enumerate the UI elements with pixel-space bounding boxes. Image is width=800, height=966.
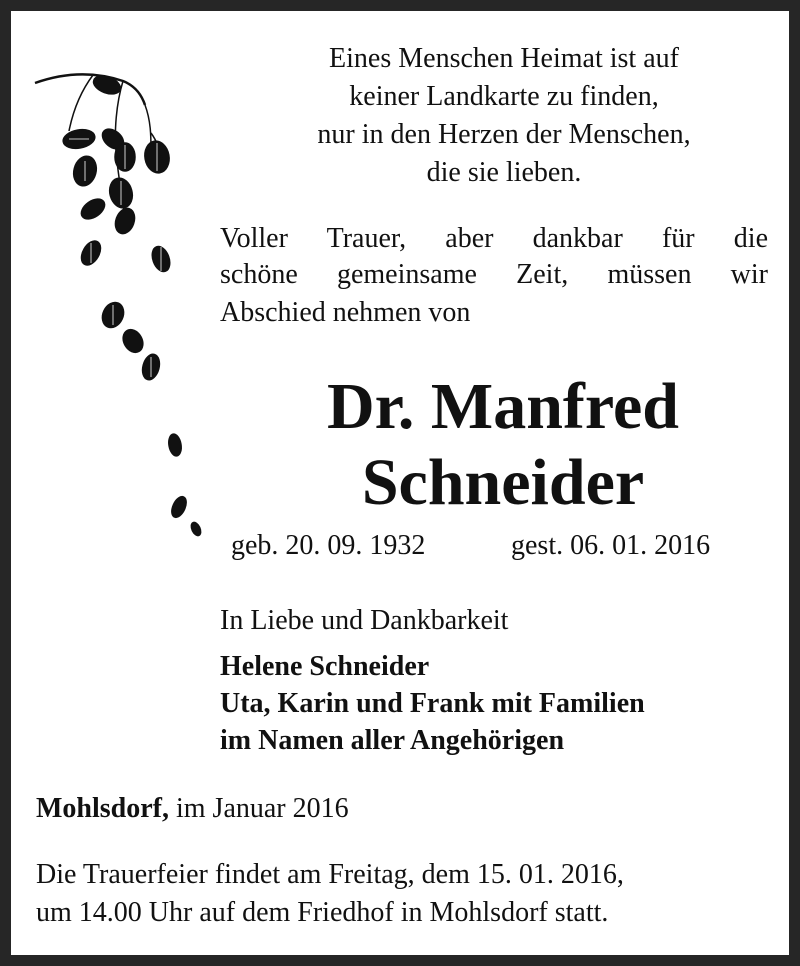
birth-date: geb. 20. 09. 1932: [231, 530, 426, 561]
quote-line: die sie lieben.: [426, 157, 582, 188]
mourner-name: im Namen aller Angehörigen: [220, 725, 565, 756]
mourners-heading: In Liebe und Dankbarkeit: [220, 605, 509, 636]
funeral-info-line: um 14.00 Uhr auf dem Friedhof in Mohlsdorf statt.: [36, 897, 609, 928]
funeral-info-line: Die Trauerfeier findet am Freitag, dem 15. 01. 2016,: [36, 859, 624, 890]
quote-line: Eines Menschen Heimat ist auf: [329, 43, 679, 74]
birch-branch-icon: [33, 61, 213, 541]
deceased-last-name: Schneider: [361, 446, 645, 519]
death-date: gest. 06. 01. 2016: [511, 530, 711, 561]
intro-line: Voller Trauer, aber dankbar für die: [220, 223, 768, 254]
quote-line: keiner Landkarte zu finden,: [349, 81, 659, 112]
deceased-first-name: Dr. Manfred: [327, 370, 679, 443]
quote-line: nur in den Herzen der Menschen,: [317, 119, 691, 150]
mourner-name: Helene Schneider: [220, 651, 430, 682]
mourner-name: Uta, Karin und Frank mit Familien: [220, 688, 645, 719]
place-date: [36, 791, 349, 827]
intro-line: Abschied nehmen von: [220, 297, 471, 328]
place: Mohlsdorf,: [36, 793, 169, 824]
date: im Januar 2016: [176, 793, 349, 824]
intro-line: schöne gemeinsame Zeit, müssen wir: [220, 259, 768, 290]
